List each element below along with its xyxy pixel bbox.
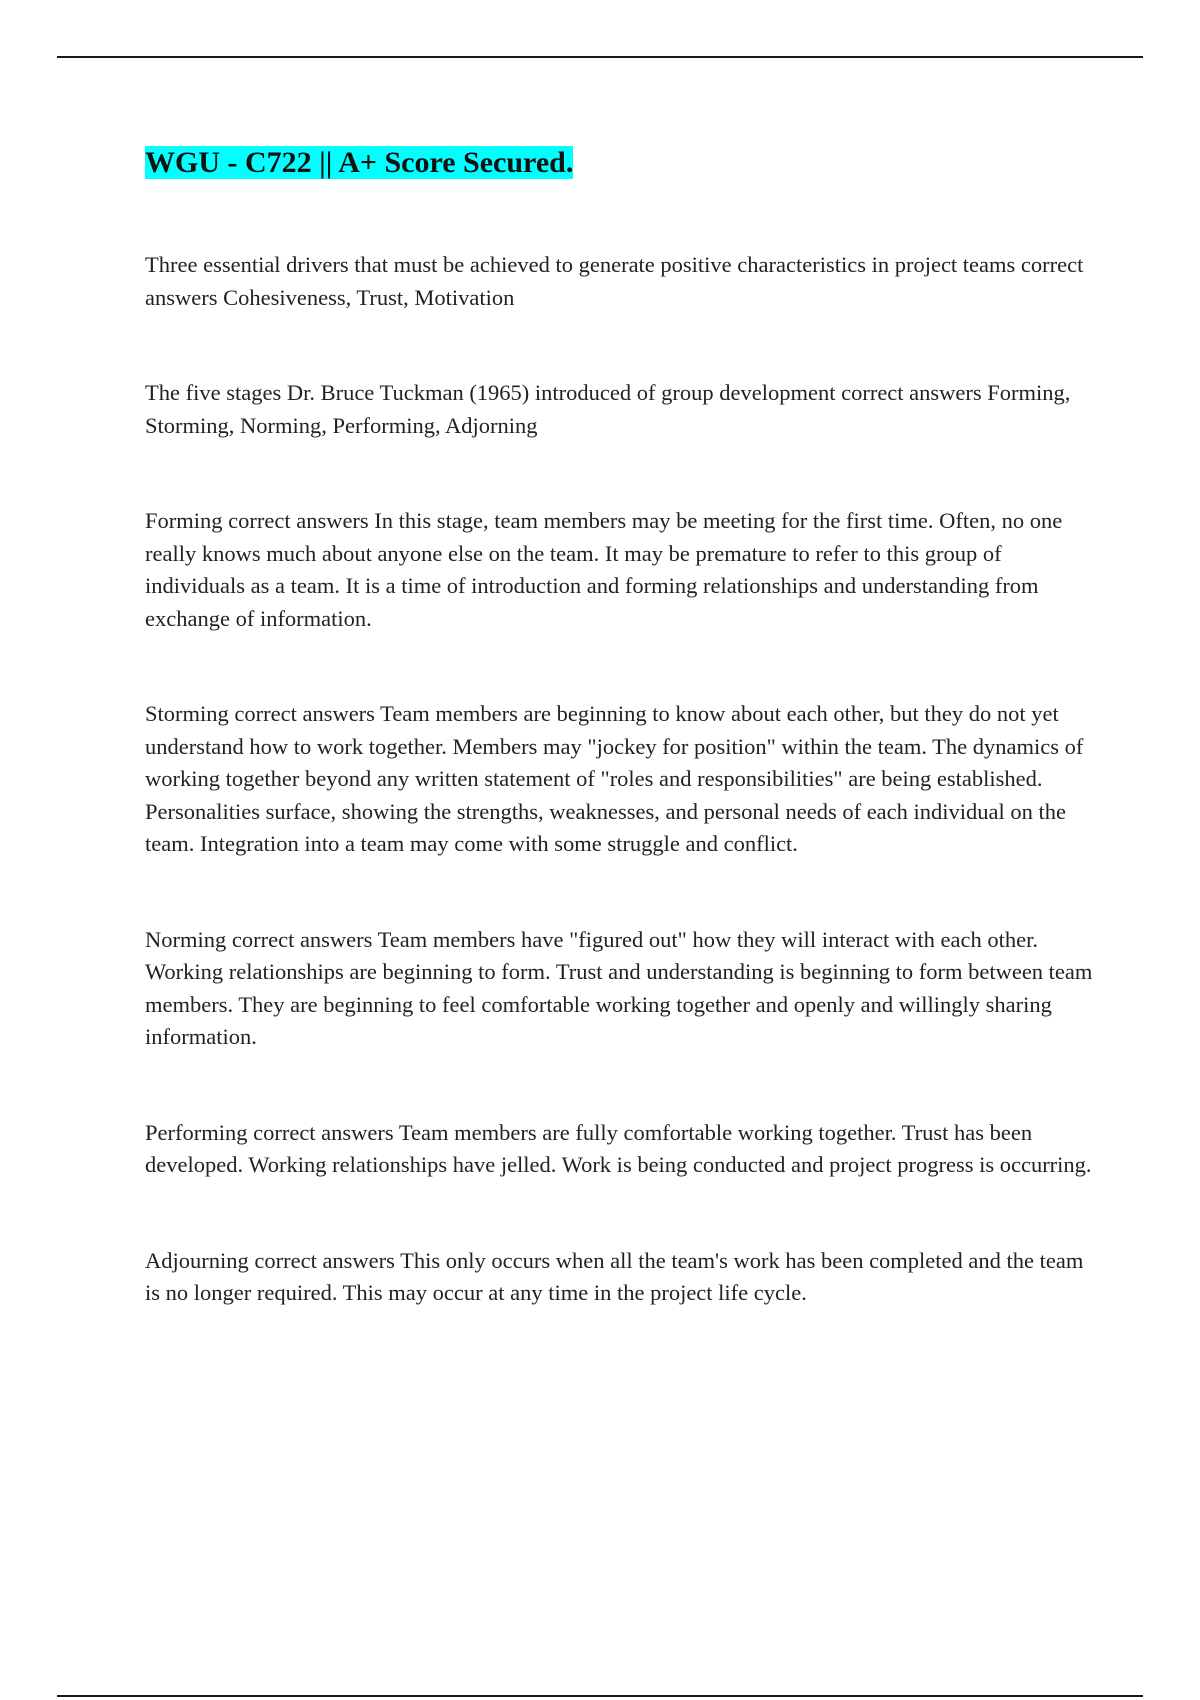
qa-entry-performing: Performing correct answers Team members are fully comfortable working together. Trust has been developed. Working relationships have jelled. Work is being conducted and project progress is occurring. bbox=[145, 1119, 1092, 1177]
qa-entry-five-stages: The five stages Dr. Bruce Tuckman (1965) introduced of group development correct answers Forming, Storming, Norming, Performing, Adjorning bbox=[145, 380, 1071, 438]
document-title bbox=[145, 140, 1095, 186]
title-highlight: WGU - C722 || A+ Score Secured. bbox=[145, 146, 574, 179]
top-rule bbox=[57, 56, 1143, 58]
document-body bbox=[145, 140, 1095, 1310]
qa-entry-norming: Norming correct answers Team members have "figured out" how they will interact with each other. Working relationships are beginning to form. Trust and understanding is beginning to form between team members. They are beginning to feel comfortable working together and openly and willingly sharing information. bbox=[145, 926, 1093, 1049]
qa-entry-forming: Forming correct answers In this stage, team members may be meeting for the first time. Often, no one really knows much about anyone else on the team. It may be premature to refer to this group of individuals as a team. It is a time of introduction and forming relationships and understanding from exchange of information. bbox=[145, 508, 1063, 631]
qa-entry-drivers: Three essential drivers that must be achieved to generate positive characteristics in project teams correct answers Cohesiveness, Trust, Motivation bbox=[145, 252, 1084, 310]
qa-entry-adjourning: Adjourning correct answers This only occurs when all the team's work has been completed and the team is no longer required. This may occur at any time in the project life cycle. bbox=[145, 1247, 1084, 1305]
bottom-rule bbox=[57, 1695, 1143, 1697]
qa-entry-storming: Storming correct answers Team members are beginning to know about each other, but they do not yet understand how to work together. Members may "jockey for position" within the team. The dynamics of working together beyond any written statement of "roles and responsibilities" are being established. Personalities surface, showing the strengths, weaknesses, and personal needs of each individual on the team. Integration into a team may come with some struggle and conflict. bbox=[145, 701, 1084, 856]
